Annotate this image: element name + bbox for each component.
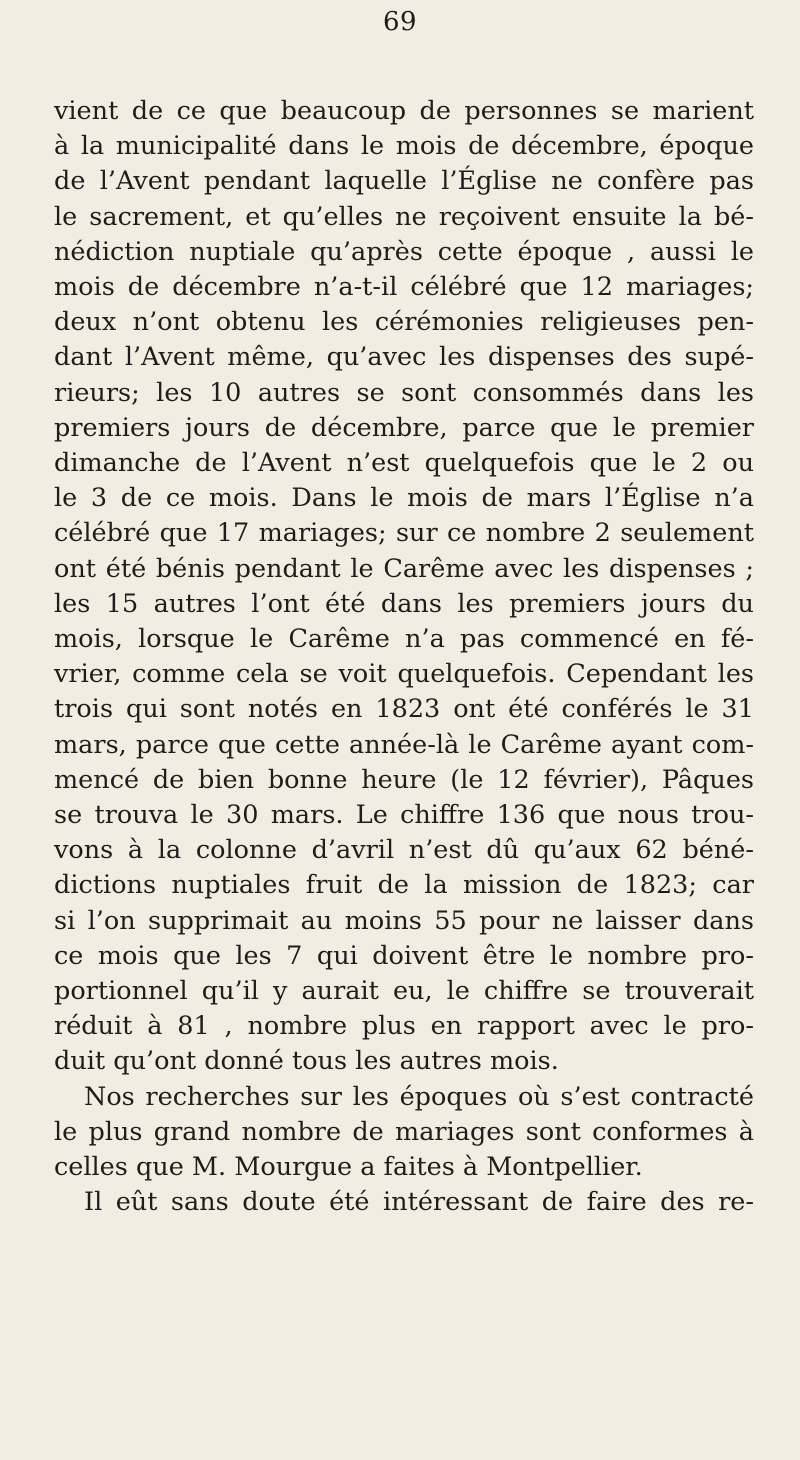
text-line: à la municipalité dans le mois de décembre, époque [54, 131, 754, 162]
text-line: premiers jours de décembre, parce que le premier [54, 412, 754, 443]
text-line: le plus grand nombre de mariages sont conformes à [54, 1116, 754, 1147]
text-line: rieurs; les 10 autres se sont consommés dans les [54, 377, 754, 408]
text-line: vons à la colonne d’avril n’est dû qu’aux 62 béné- [54, 835, 754, 866]
text-line: mencé de bien bonne heure (le 12 février), Pâques [54, 764, 754, 795]
text-line: portionnel qu’il y aurait eu, le chiffre se trouverait [54, 976, 754, 1007]
text-line: Il eût sans doute été intéressant de faire des re- [84, 1187, 754, 1218]
text-line: ont été bénis pendant le Carême avec les dispenses ; [54, 553, 754, 584]
paragraph-3 [54, 1185, 754, 1220]
text-line: mois de décembre n’a-t-il célébré que 12 mariages; [54, 272, 754, 303]
paragraph-2 [54, 1080, 754, 1186]
text-line: Nos recherches sur les époques où s’est contracté [84, 1081, 754, 1112]
text-line: duit qu’ont donné tous les autres mois. [54, 1046, 559, 1077]
text-line: dimanche de l’Avent n’est quelquefois que le 2 ou [54, 448, 754, 479]
text-line: celles que M. Mourgue a faites à Montpellier. [54, 1152, 643, 1183]
text-line: vient de ce que beaucoup de personnes se marient [54, 96, 754, 126]
paragraph-1 [54, 94, 754, 1080]
text-line: si l’on supprimait au moins 55 pour ne laisser dans [54, 905, 754, 936]
text-line: célébré que 17 mariages; sur ce nombre 2 seulement [54, 518, 754, 549]
text-line: vrier, comme cela se voit quelquefois. Cependant les [54, 659, 754, 690]
text-line: trois qui sont notés en 1823 ont été conférés le 31 [54, 694, 754, 725]
text-line: mars, parce que cette année-là le Carême ayant com- [54, 729, 754, 760]
text-line: nédiction nuptiale qu’après cette époque , aussi le [54, 236, 754, 267]
text-line: deux n’ont obtenu les cérémonies religieuses pen- [54, 307, 754, 338]
text-line: dant l’Avent même, qu’avec les dispenses des supé- [54, 342, 754, 373]
text-line: réduit à 81 , nombre plus en rapport avec le pro- [54, 1011, 754, 1042]
text-line: de l’Avent pendant laquelle l’Église ne confère pas [54, 166, 754, 197]
body-text [54, 94, 754, 1221]
text-line: ce mois que les 7 qui doivent être le nombre pro- [54, 940, 754, 971]
text-line: les 15 autres l’ont été dans les premiers jours du [54, 588, 754, 619]
text-line: dictions nuptiales fruit de la mission de 1823; car [54, 870, 754, 901]
text-line: le sacrement, et qu’elles ne reçoivent ensuite la bé- [54, 201, 754, 232]
text-line: se trouva le 30 mars. Le chiffre 136 que nous trou- [54, 800, 754, 831]
text-line: mois, lorsque le Carême n’a pas commencé en fé- [54, 624, 754, 655]
page-number: 69 [382, 7, 418, 37]
text-line: le 3 de ce mois. Dans le mois de mars l’Église n’a [54, 483, 754, 514]
